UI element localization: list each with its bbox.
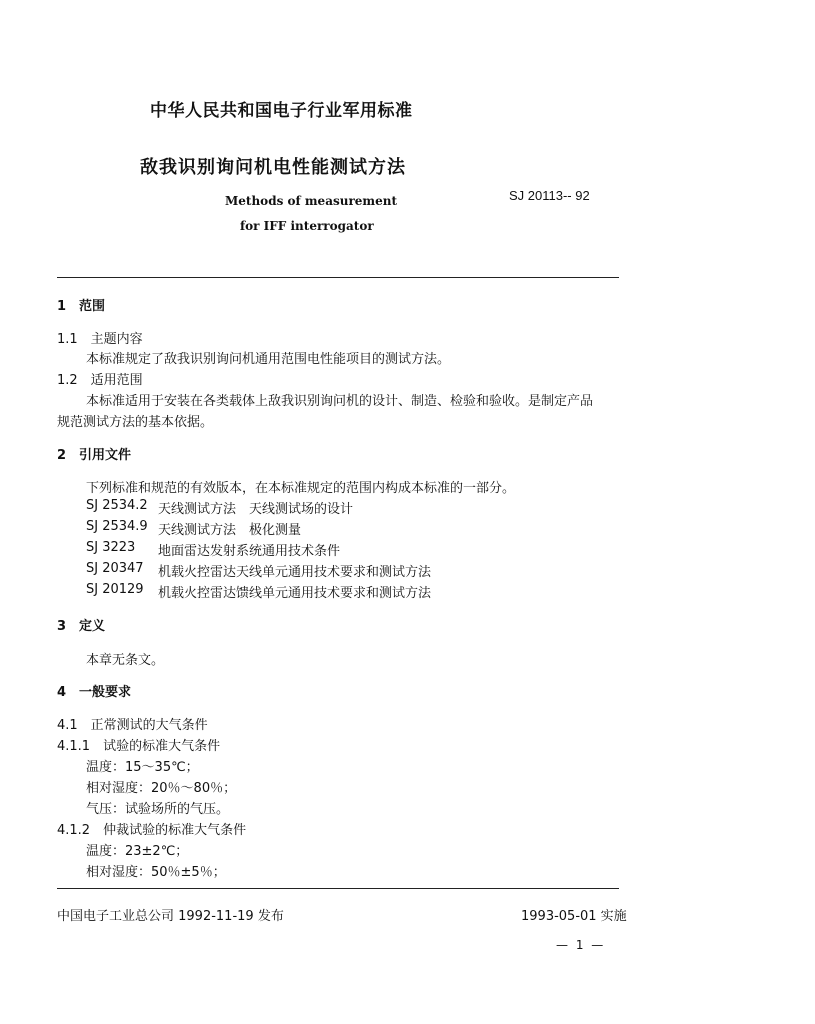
standard-class-heading: 中华人民共和国电子行业军用标准 <box>150 101 413 121</box>
reference-code: SJ 20347 <box>86 561 144 576</box>
reference-title: 机载火控雷达馈线单元通用技术要求和测试方法 <box>158 586 432 601</box>
condition-line: 相对湿度：20％～80％； <box>86 781 237 796</box>
condition-line: 温度：15～35℃； <box>86 760 199 775</box>
reference-title: 机载火控雷达天线单元通用技术要求和测试方法 <box>158 565 432 580</box>
section-1-1-heading: 1.1 主题内容 <box>57 332 143 347</box>
section-1-2-text-line1: 本标准适用于安装在各类载体上敌我识别询问机的设计、制造、检验和验收。是制定产品 <box>86 394 594 409</box>
section-1-heading: 1 范围 <box>57 299 106 314</box>
header-rule <box>57 277 619 278</box>
condition-line: 气压：试验场所的气压。 <box>86 802 230 817</box>
section-1-2-heading: 1.2 适用范围 <box>57 373 143 388</box>
reference-title: 地面雷达发射系统通用技术条件 <box>158 544 341 559</box>
section-1-1-text: 本标准规定了敌我识别询问机通用范围电性能项目的测试方法。 <box>86 352 451 367</box>
issuer-and-date: 中国电子工业总公司 1992-11-19 发布 <box>57 909 284 924</box>
document-title-en-line2: for IFF interrogator <box>240 219 374 233</box>
document-title-cn: 敌我识别询问机电性能测试方法 <box>140 157 406 178</box>
section-3-text: 本章无条文。 <box>86 653 165 668</box>
condition-line: 相对湿度：50％±5％； <box>86 865 226 880</box>
page-number: — 1 — <box>556 938 606 952</box>
document-title-en-line1: Methods of measurement <box>225 194 398 208</box>
effective-date: 1993-05-01 实施 <box>521 909 627 924</box>
standard-code: SJ 20113-- 92 <box>509 188 590 203</box>
section-4-heading: 4 一般要求 <box>57 685 132 700</box>
section-2-intro: 下列标准和规范的有效版本，在本标准规定的范围内构成本标准的一部分。 <box>86 481 516 496</box>
reference-code: SJ 3223 <box>86 540 136 555</box>
reference-code: SJ 2534.2 <box>86 498 148 513</box>
footer-rule <box>57 888 619 889</box>
reference-title: 天线测试方法 极化测量 <box>158 523 302 538</box>
section-3-heading: 3 定义 <box>57 619 106 634</box>
section-1-2-text-line2: 规范测试方法的基本依据。 <box>57 415 214 430</box>
reference-code: SJ 2534.9 <box>86 519 148 534</box>
condition-line: 温度：23±2℃； <box>86 844 189 859</box>
section-4-1-heading: 4.1 正常测试的大气条件 <box>57 718 208 733</box>
reference-title: 天线测试方法 天线测试场的设计 <box>158 502 354 517</box>
section-2-heading: 2 引用文件 <box>57 448 132 463</box>
reference-code: SJ 20129 <box>86 582 144 597</box>
section-4-1-1-heading: 4.1.1 试验的标准大气条件 <box>57 739 221 754</box>
section-4-1-2-heading: 4.1.2 仲裁试验的标准大气条件 <box>57 823 247 838</box>
